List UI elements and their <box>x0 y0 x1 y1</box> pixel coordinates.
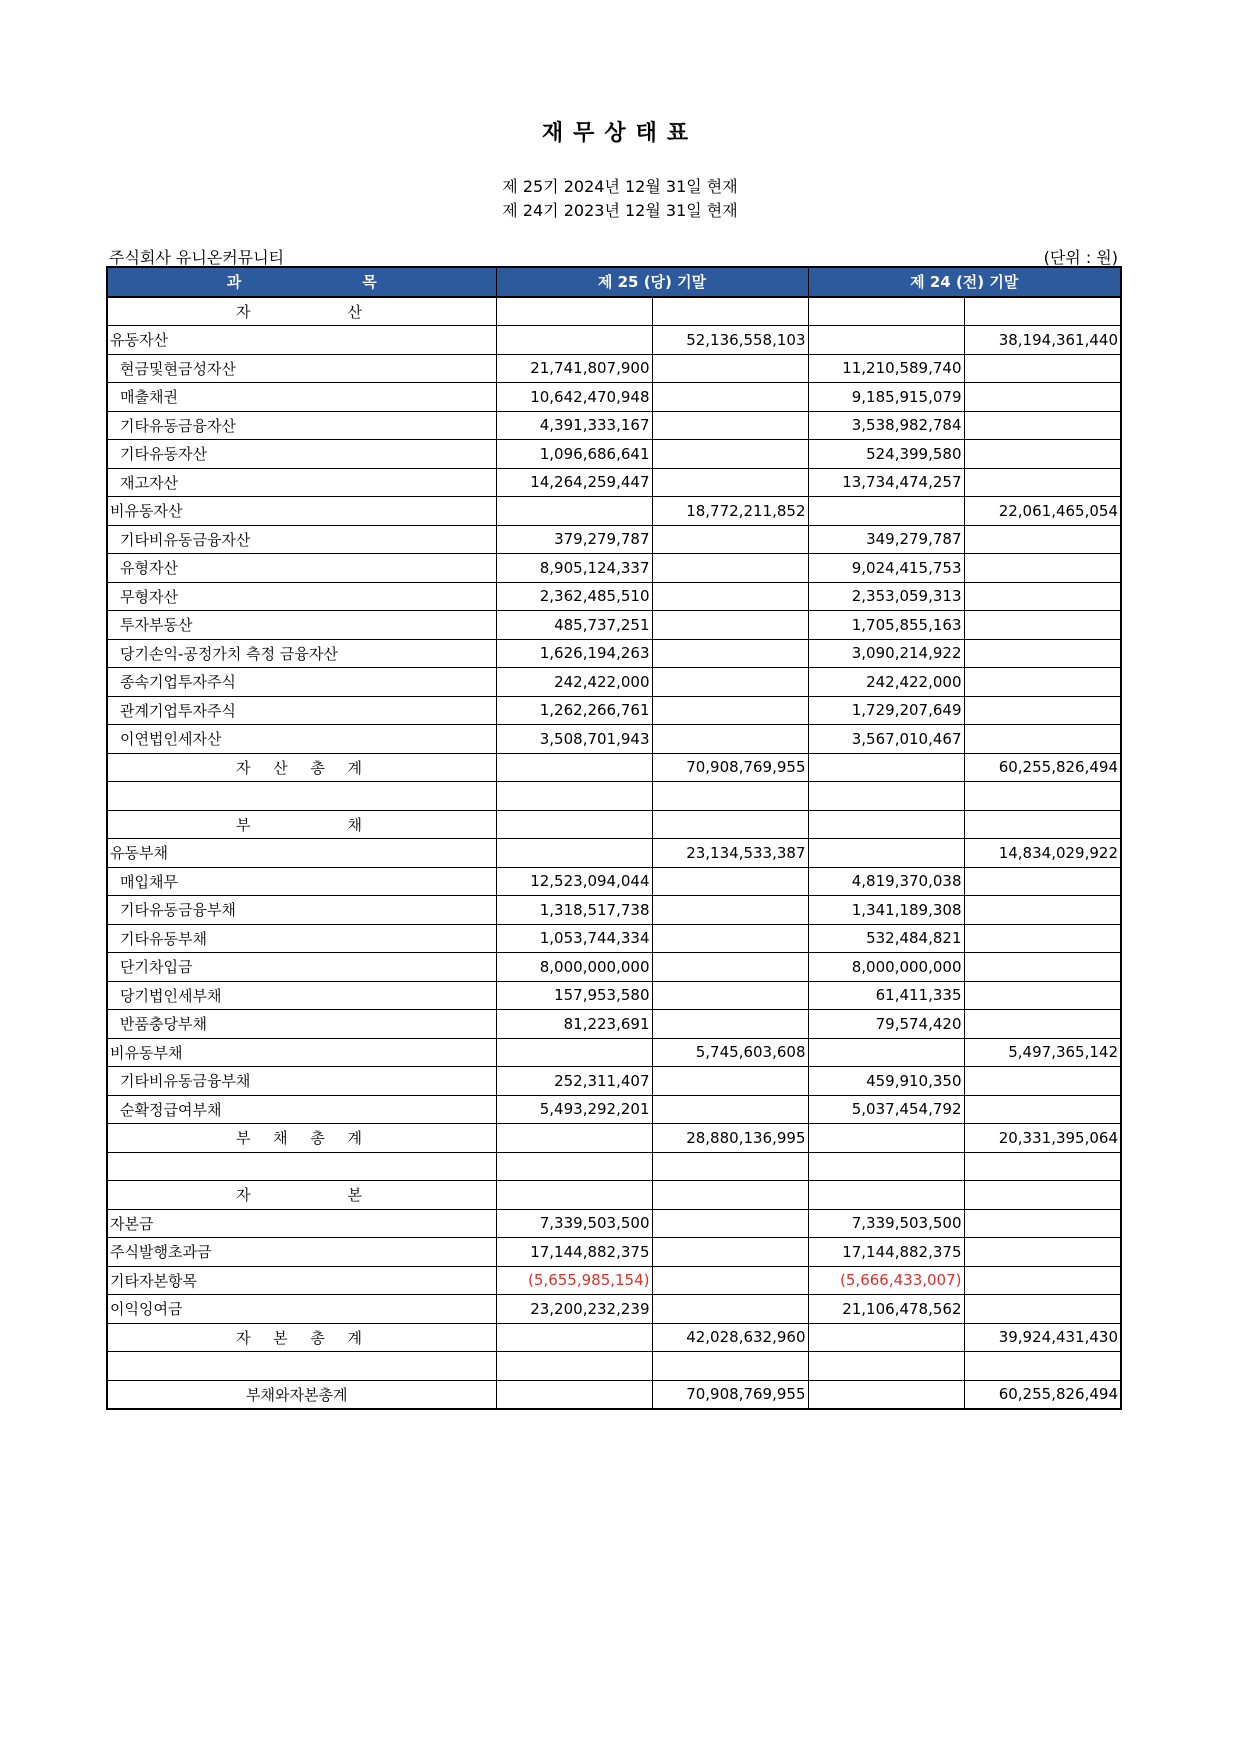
grand-total-row: 부채와자본총계 70,908,769,955 60,255,826,494 <box>107 1380 1121 1409</box>
table-row: 기타유동자산 1,096,686,641 524,399,580 <box>107 440 1121 469</box>
table-row: 당기손익-공정가치 측정 금융자산 1,626,194,263 3,090,214,922 <box>107 639 1121 668</box>
table-row: 비유동부채 5,745,603,608 5,497,365,142 <box>107 1038 1121 1067</box>
section-row-assets: 자 산 <box>107 297 1121 326</box>
section-row-equity: 자 본 <box>107 1181 1121 1210</box>
company-name: 주식회사 유니온커뮤니티 <box>109 248 285 267</box>
table-row: 주식발행초과금 17,144,882,375 17,144,882,375 <box>107 1238 1121 1267</box>
statement-title: 재무상태표 <box>541 121 699 146</box>
section-row-liabilities: 부 채 <box>107 810 1121 839</box>
table-header-row <box>107 267 1121 297</box>
spacer-row <box>107 1152 1121 1181</box>
table-row: 재고자산 14,264,259,447 13,734,474,257 <box>107 468 1121 497</box>
table-row: 반품충당부채 81,223,691 79,574,420 <box>107 1010 1121 1039</box>
table-row: 기타유동부채 1,053,744,334 532,484,821 <box>107 924 1121 953</box>
header-current-period: 제 25 (당) 기말 <box>496 267 808 297</box>
total-row-assets: 자 산 총 계 70,908,769,955 60,255,826,494 <box>107 753 1121 782</box>
header-item: 과 목 <box>107 267 496 297</box>
header-prior-period: 제 24 (전) 기말 <box>808 267 1121 297</box>
table-row: 매출채권 10,642,470,948 9,185,915,079 <box>107 383 1121 412</box>
table-row: 기타유동금융자산 4,391,333,167 3,538,982,784 <box>107 411 1121 440</box>
table-row: 투자부동산 485,737,251 1,705,855,163 <box>107 611 1121 640</box>
table-row: 현금및현금성자산 21,741,807,900 11,210,589,740 <box>107 354 1121 383</box>
unit-label: (단위 : 원) <box>1043 248 1118 267</box>
table-row: 기타비유동금융자산 379,279,787 349,279,787 <box>107 525 1121 554</box>
table-row: 관계기업투자주식 1,262,266,761 1,729,207,649 <box>107 696 1121 725</box>
negative-value: (5,655,985,154) <box>496 1266 652 1295</box>
table-row: 기타자본항목 (5,655,985,154) (5,666,433,007) <box>107 1266 1121 1295</box>
total-row-equity: 자 본 총 계 42,028,632,960 39,924,431,430 <box>107 1323 1121 1352</box>
prior-period-label: 제 24기 2023년 12월 31일 현재 <box>502 201 738 220</box>
total-row-liabilities: 부 채 총 계 28,880,136,995 20,331,395,064 <box>107 1124 1121 1153</box>
current-period-label: 제 25기 2024년 12월 31일 현재 <box>502 177 738 196</box>
table-row: 이익잉여금 23,200,232,239 21,106,478,562 <box>107 1295 1121 1324</box>
table-row: 당기법인세부채 157,953,580 61,411,335 <box>107 981 1121 1010</box>
spacer-row <box>107 1352 1121 1381</box>
table-row: 기타비유동금융부채 252,311,407 459,910,350 <box>107 1067 1121 1096</box>
spacer-row <box>107 782 1121 811</box>
table-row: 종속기업투자주식 242,422,000 242,422,000 <box>107 668 1121 697</box>
table-row: 무형자산 2,362,485,510 2,353,059,313 <box>107 582 1121 611</box>
table-row: 매입채무 12,523,094,044 4,819,370,038 <box>107 867 1121 896</box>
table-row: 비유동자산 18,772,211,852 22,061,465,054 <box>107 497 1121 526</box>
table-row: 이연법인세자산 3,508,701,943 3,567,010,467 <box>107 725 1121 754</box>
table-row: 유동자산 52,136,558,103 38,194,361,440 <box>107 326 1121 355</box>
table-row: 유동부채 23,134,533,387 14,834,029,922 <box>107 839 1121 868</box>
table-row: 순확정급여부채 5,493,292,201 5,037,454,792 <box>107 1095 1121 1124</box>
negative-value: (5,666,433,007) <box>808 1266 964 1295</box>
table-row: 기타유동금융부채 1,318,517,738 1,341,189,308 <box>107 896 1121 925</box>
table-row: 단기차입금 8,000,000,000 8,000,000,000 <box>107 953 1121 982</box>
balance-sheet-table <box>106 266 1122 1410</box>
table-row: 유형자산 8,905,124,337 9,024,415,753 <box>107 554 1121 583</box>
table-row: 자본금 7,339,503,500 7,339,503,500 <box>107 1209 1121 1238</box>
